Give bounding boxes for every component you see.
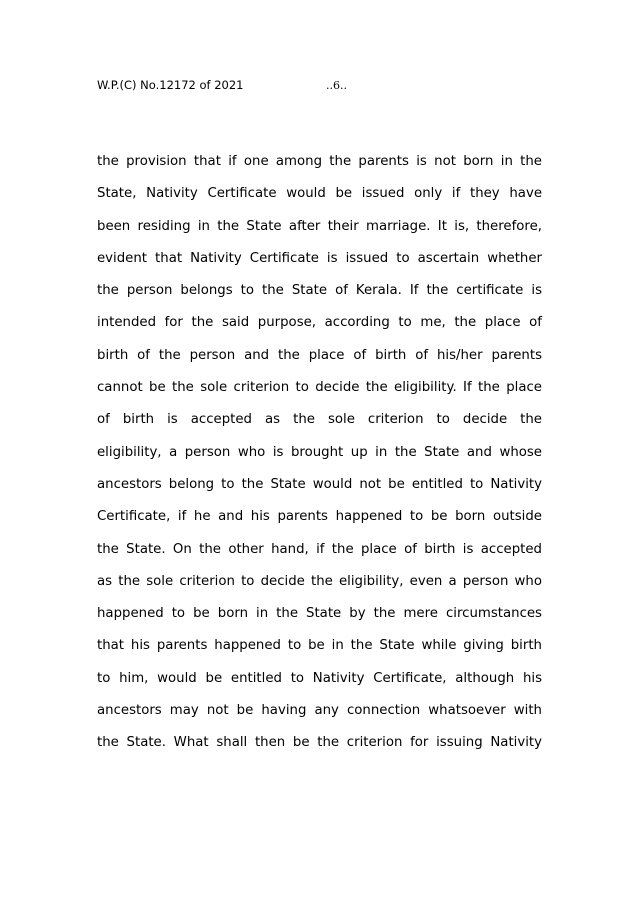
paragraph-line: cannot be the sole criterion to decide the eligibility. If the place	[97, 380, 542, 396]
paragraph-line: happened to be born in the State by the mere circumstances	[97, 606, 542, 622]
paragraph-line: the person belongs to the State of Kerala. If the certificate is	[97, 283, 542, 299]
page-number-marker: ..6..	[326, 79, 347, 92]
case-number-header: W.P.(C) No.12172 of 2021	[97, 78, 244, 92]
paragraph-line: intended for the said purpose, according to me, the place of	[97, 315, 542, 331]
paragraph-line: Certificate, if he and his parents happened to be born outside	[97, 509, 542, 525]
paragraph-line: birth of the person and the place of birth of his/her parents	[97, 347, 542, 363]
paragraph-line: the State. On the other hand, if the place of birth is accepted	[97, 541, 542, 557]
paragraph-line: the State. What shall then be the criterion for issuing Nativity	[97, 735, 542, 751]
paragraph-line: ancestors may not be having any connection whatsoever with	[97, 703, 542, 719]
paragraph-line: of birth is accepted as the sole criterion to decide the	[97, 412, 542, 428]
paragraph-line: been residing in the State after their marriage. It is, therefore,	[97, 218, 542, 234]
paragraph-line: that his parents happened to be in the State while giving birth	[97, 638, 542, 654]
paragraph-line: evident that Nativity Certificate is issued to ascertain whether	[97, 250, 542, 266]
paragraph-line: as the sole criterion to decide the eligibility, even a person who	[97, 573, 542, 589]
paragraph-line: the provision that if one among the parents is not born in the	[97, 154, 542, 169]
judgment-paragraph	[97, 150, 542, 764]
paragraph-line: eligibility, a person who is brought up in the State and whose	[97, 444, 542, 460]
paragraph-line: ancestors belong to the State would not be entitled to Nativity	[97, 476, 542, 492]
paragraph-line: to him, would be entitled to Nativity Certificate, although his	[97, 670, 542, 686]
paragraph-line: State, Nativity Certificate would be issued only if they have	[97, 186, 542, 202]
